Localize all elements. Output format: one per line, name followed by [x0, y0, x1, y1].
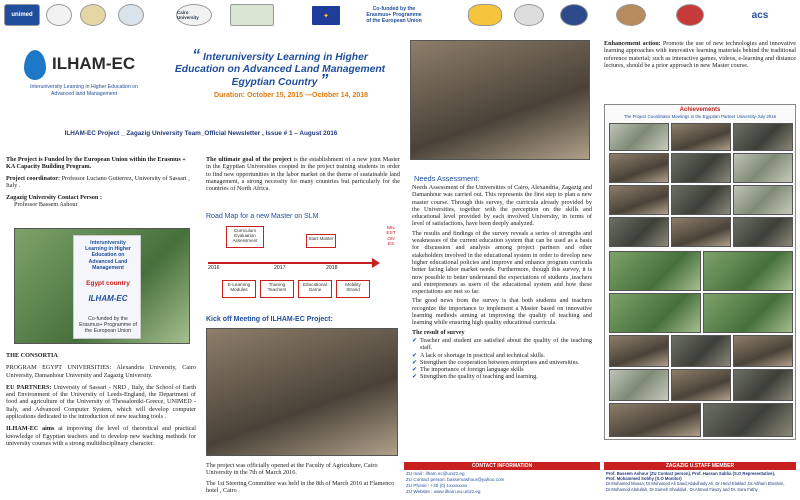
contact-phone: ZU Phone : +20 (0) 1xxxxxxxx — [406, 483, 468, 488]
staff-bar: ZAGAZIG U.STAFF MEMBER — [604, 462, 796, 470]
list-item: ✔ A lack or shortage in practical and technical skills. — [412, 351, 545, 359]
partner-logo-2 — [514, 4, 544, 26]
title-close-quote: ” — [320, 72, 329, 89]
result-list — [412, 337, 592, 381]
contact-website[interactable]: ZU Website : www.ilham.eu.unizz.eg — [406, 489, 481, 494]
achievement-photo — [733, 217, 793, 247]
needs-paragraph-1: Needs Assessment of the Universities of Cairo, Alexandria, Zagazig and Damanhour was carried out. This represents the first step to plan a new master course. Through this survey, the curricula already provided by the Universities, together with the perception on the skills and educational level provided by each involved University, in terms of level of satisfactions, have been deeply analyzed. — [412, 184, 592, 228]
partner-logo-4 — [616, 4, 646, 26]
roadmap-diagram — [204, 224, 400, 308]
contact-person: Professor Bassem Ashour — [14, 201, 78, 209]
roadmap-year-2016: 2016 — [208, 265, 220, 271]
roadmap-box-training: Training Teachers — [260, 280, 294, 298]
achievement-photo — [733, 369, 793, 401]
enhancement-action: Enhancement action: Promote the use of new technologies and innovative learning approaches with innovative learning materials behind the traditional reference material; such as interactive games, videos, e-learning and distance lectures, should be a prior approach in new Master course. — [604, 40, 796, 69]
achievement-photo — [671, 185, 731, 215]
drop-icon — [24, 50, 46, 80]
kickoff-photo — [206, 328, 398, 456]
roadmap-box-mobility: Mobility Strand — [336, 280, 370, 298]
left-column — [6, 156, 196, 209]
achievement-photo — [671, 369, 731, 401]
poster-board: Interuniversity Learning in Higher Education on Advanced Land Management Egypt country ILHAM-EC Co-funded by the Erasmus+ Programme of the European Union — [73, 235, 141, 339]
list-item: ✔ Strengthen the quality of teaching and learning. — [412, 373, 538, 381]
achievement-photo — [733, 335, 793, 367]
result-heading: The result of survey — [412, 328, 465, 336]
list-item: ✔ Strengthen the cooperation between enterprises and universities. — [412, 358, 580, 366]
achievements-panel — [604, 104, 796, 440]
roadmap-box-game: Educational Game — [298, 280, 332, 298]
achievement-photo — [609, 403, 701, 437]
roadmap-milestones: MILESTONES — [386, 226, 396, 248]
roadmap-arrow — [372, 258, 380, 268]
erasmus-caption: Co-funded by the Erasmus+ Programme of the European Union — [366, 6, 422, 25]
staff-line-1: Prof. Bassem Ashour (ZU Contact person), Prof. Hassan Sabha (S.O Representative), — [606, 471, 776, 476]
achievement-photo — [609, 293, 701, 333]
achievement-photo — [703, 403, 793, 437]
checkmark-icon: ✔ — [412, 358, 418, 366]
poster-logo: ILHAM-EC — [88, 294, 128, 303]
roadmap-timeline — [208, 262, 376, 264]
cairo-university-logo: Cairo University — [176, 4, 212, 26]
staff-info — [606, 471, 796, 492]
needs-text — [412, 184, 592, 381]
achievement-photo — [609, 153, 669, 183]
roadmap-box-start-master: Start Master — [306, 234, 336, 248]
needs-paragraph-3: The good news from the survey is that both students and teachers recognize the importance to implement a Master based on innovative learning methods aiming at improving the quality of teaching and learning while ensuring high quality educational curricula. — [412, 297, 592, 327]
achievement-photo — [609, 335, 669, 367]
needs-paragraph-2: The results and findings of the survey reveals a series of strengths and weaknesses of the current education system that can be used as a basis for discussion and analysis among project partners and other stakeholders involved in the educational system in order to develop new higher educational policies and improve and enhance program curricula better facing labor market needs. Furthermore, though this survey, it is now possible to better understand the expectations of students ,teachers and entrepreneurs as users of the educational system and how these expectations are met so far. — [412, 229, 592, 296]
list-item: ✔ The importance of foreign language skills — [412, 366, 524, 374]
achievement-photo — [703, 251, 793, 291]
achievement-photo — [609, 185, 669, 215]
achievement-photo — [609, 369, 669, 401]
aristotle-logo — [46, 4, 72, 26]
staff-line-3: Dr.Mohamed Mousa; Dr.Mohamed Ali Saad,Abdulhady Ali, Dr.Hend Elaklad ,Dr.Adham Ebrahim, Dr.Mohamed Abdullah, Dr.Sameh Shaddad , Dr.Ahmed Fawzy and Dr. Sara Fathy — [606, 481, 785, 492]
achievement-photo — [733, 123, 793, 151]
eu-flag-icon: ✦ — [312, 6, 340, 25]
achievement-photo — [671, 123, 731, 151]
logo-strip — [0, 0, 800, 30]
aims: ILHAM-EC aims at improving the level of theoretical and practical knowledge of Egyptian teachers and to develop new teaching methods for university courses with a strong multidisciplinary character. — [6, 425, 197, 447]
kickoff-title: Kick off Meeting of ILHAM-EC Project: — [206, 316, 333, 323]
checkmark-icon: ✔ — [412, 373, 418, 381]
university-logo — [80, 4, 106, 26]
checkmark-icon: ✔ — [412, 366, 418, 374]
contact-mail[interactable]: ZU mail : ilham.ec@unizz.eg — [406, 471, 465, 476]
achievement-photo — [671, 335, 731, 367]
funded-statement: The Project is Funded by the European Union within the Erasmus + KA Capacity Building Program. — [6, 156, 186, 171]
partner-logo-3 — [560, 4, 588, 26]
zagazig-logo — [230, 4, 274, 26]
roadmap-title: Road Map for a new Master on SLM — [206, 213, 319, 220]
kickoff-text — [206, 462, 400, 494]
ilham-logo-text: ILHAM-EC — [52, 54, 136, 73]
main-title: “ Interuniversity Learning in Higher Education on Advanced Land Management Egyptian Country ” — [174, 47, 386, 89]
unimed-logo: unimed — [4, 4, 40, 26]
list-item: ✔ Teacher and student are satisfied about the quality of the teaching staff. — [412, 336, 592, 352]
checkmark-icon: ✔ — [412, 351, 418, 359]
achievement-photo — [733, 185, 793, 215]
roadmap-year-2017: 2017 — [274, 265, 286, 271]
alexandria-logo — [118, 4, 144, 26]
achievement-photo — [609, 123, 669, 151]
consortia-text: PROGRAM EGYPT UNIVERSITIES: Alexandria University, Cairo University, Damanhour University and Zagazig University. — [6, 364, 196, 379]
contact-label: Zagazig University Contact Person : — [6, 194, 102, 202]
ilham-tagline-2: Advanced land Management — [50, 91, 118, 97]
contact-person-email[interactable]: ZU Contact person: bassemashour@yahoo.com — [406, 477, 505, 482]
duration: Duration: October 15, 2015 —October 14, 2018 — [213, 92, 369, 99]
roadmap-box-curriculum: Curriculum Evaluation Assessment — [226, 226, 264, 248]
poster-country: Egypt country — [86, 280, 130, 287]
poster-photo — [14, 228, 190, 344]
needs-title: Needs Assessment: — [414, 174, 480, 183]
staff-line-2: Prof. Mohammed Sobhy (S.O Monitor) — [606, 476, 682, 482]
ilham-logo-block — [6, 44, 154, 108]
achievement-photo — [609, 251, 701, 291]
roadmap-box-elearning: E-Learning Modules — [222, 280, 256, 298]
acs-logo: acs — [726, 4, 794, 26]
newsletter-banner: ILHAM-EC Project _ Zagazig University Team_Official Newsletter , Issue # 1 – August 2016 — [64, 130, 338, 137]
meeting-photo — [410, 40, 590, 160]
partner-logo-1 — [468, 4, 502, 26]
coordinator: Project coordinator: Professor Luciano Gutierrez, University of Sassari , Italy . — [6, 174, 190, 189]
goal-paragraph: The ultimate goal of the project is the establishment of a new joint Master in the Egyptian Universities coopted in the project training students in order to find new opportunities in the labor market on the theme of sustainable land management, a strong necessity for many countries but particularly for the countries of North Africa. — [206, 156, 400, 193]
partner-logo-5 — [676, 4, 704, 26]
roadmap-year-2018: 2018 — [326, 265, 338, 271]
checkmark-icon: ✔ — [412, 336, 418, 344]
consortia-heading: THE CONSORTIA — [6, 352, 58, 359]
eu-partners: EU PARTNERS: University of Sassari - NRD , Italy, the School of Earth and Environment of the University of Leeds-England, the Department of food and agriculture of the University of Thessaloniki-Greece, UNIMED -Italy, and Advanced Computer System, which will develop computer applications dedicated to the introduction of new teaching tools . — [6, 383, 197, 421]
title-open-quote: “ — [192, 47, 201, 64]
contact-bar: CONTACT INFORMATION — [404, 462, 600, 470]
kickoff-paragraph-1: The project was officially opened at the Faculty of Agriculture, Cairo University in the 7th of March 2016. — [206, 462, 378, 477]
achievement-photo — [733, 153, 793, 183]
achievement-photo — [703, 293, 793, 333]
achievements-subtitle: The Project Coordinator Meetings in the Egyptian Partner University-July 2016 — [623, 114, 777, 119]
left-column-lower — [6, 352, 196, 447]
achievement-photo — [609, 217, 669, 247]
contact-info — [406, 471, 600, 495]
achievement-photo — [671, 153, 731, 183]
poster-fund: Co-funded by the Erasmus+ Programme of the European Union — [79, 316, 137, 335]
kickoff-paragraph-2: The 1st Steering Committee was held in the 8th of March 2016 at Flamenco hotel , Cairo . — [206, 479, 395, 494]
achievements-title: Achievements — [679, 107, 721, 113]
achievement-photo — [671, 217, 731, 247]
ilham-tagline-1: Interuniversity Learning in Higher Education on — [30, 84, 138, 90]
